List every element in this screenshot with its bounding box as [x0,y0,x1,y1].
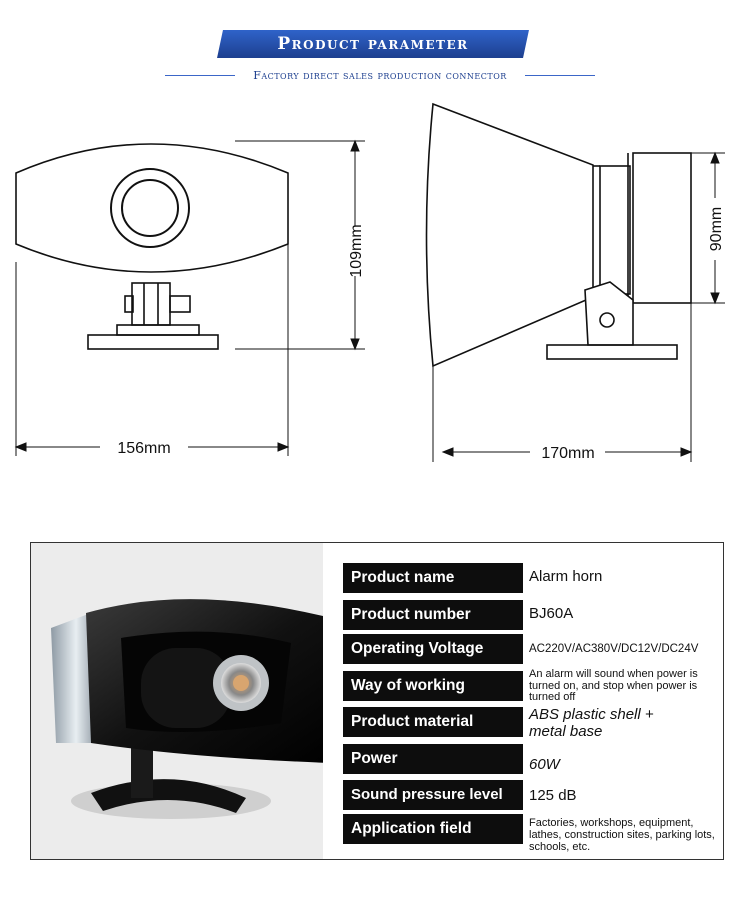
spec-label: Sound pressure level [343,780,523,810]
front-base-upper [117,325,199,335]
dim-side-height: 90mm [708,206,725,252]
spec-panel [30,542,724,860]
spec-label: Product name [343,563,523,593]
spec-value: BJ60A [529,605,574,622]
front-bracket-post [132,283,170,325]
spec-value: ABS plastic shell + metal base [529,706,654,740]
spec-label: Application field [343,814,523,844]
side-horn-outline [427,104,594,366]
technical-drawing [0,90,750,510]
product-photo [31,543,323,859]
side-neck [600,166,630,294]
spec-label: Operating Voltage [343,634,523,664]
dim-front-height: 109mm [348,224,365,278]
page-subtitle: Factory direct sales production connector [253,69,507,82]
front-bracket-bolt-right [170,296,190,312]
dim-front-width: 156mm [117,440,171,457]
front-body-outline [16,144,288,272]
spec-value: An alarm will sound when power is turned on, and stop when power is turned off [529,668,698,703]
subtitle-row [165,66,595,86]
dim-side-length: 170mm [541,445,595,462]
page-title: Product parameter [277,34,469,54]
spec-value: AC220V/AC380V/DC12V/DC24V [529,643,699,655]
spec-value: Alarm horn [529,568,603,585]
spec-label: Product number [343,600,523,630]
side-driver-housing [633,153,691,303]
side-base-plate [547,345,677,359]
spec-value: Factories, workshops, equipment, lathes, construction sites, parking lots, schools, etc. [529,817,715,853]
spec-label: Product material [343,707,523,737]
front-base-plate [88,335,218,349]
spec-value: 125 dB [529,787,577,804]
spec-value: 60W [529,756,560,773]
spec-label: Power [343,744,523,774]
spec-label: Way of working [343,671,523,701]
